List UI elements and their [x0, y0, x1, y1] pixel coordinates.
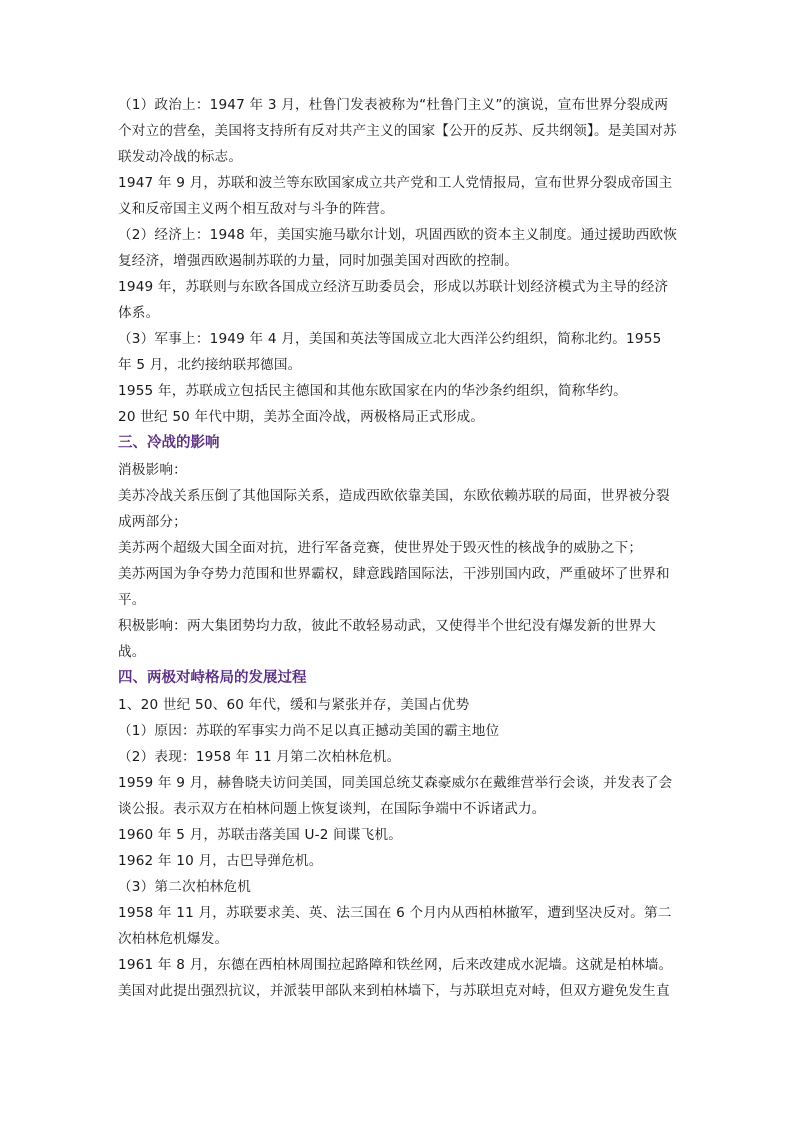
section-heading-impact: 三、冷战的影响: [118, 435, 220, 451]
paragraph-comecon: 1949 年，苏联则与东欧各国成立经济互助委员会，形成以苏联计划经济模式为主导的经济体系。: [118, 279, 669, 321]
paragraph-negative-3: 美苏两国为争夺势力范围和世界霸权，肆意践踏国际法，干涉别国内政，严重破坏了世界和平。: [118, 566, 670, 608]
paragraph-positive: 积极影响：两大集团势均力敌，彼此不敢轻易动武，又使得半个世纪没有爆发新的世界大战。: [118, 618, 656, 660]
paragraph-cominform: 1947 年 9 月，苏联和波兰等东欧国家成立共产党和工人党情报局，宣布世界分裂成帝国主义和反帝国主义两个相互敌对与斗争的阵营。: [118, 175, 673, 217]
document-body: [118, 92, 678, 1004]
paragraph-negative-2: 美苏两个超级大国全面对抗，进行军备竞赛，使世界处于毁灭性的核战争的威胁之下；: [118, 540, 643, 556]
paragraph-period-1: 1、20 世纪 50、60 年代，缓和与紧张并存，美国占优势: [118, 697, 470, 713]
paragraph-military: （3）军事上：1949 年 4 月，美国和英法等国成立北大西洋公约组织，简称北约。1955 年 5 月，北约接纳联邦德国。: [118, 331, 662, 373]
paragraph-negative-1: 美苏冷战关系压倒了其他国际关系，造成西欧依靠美国，东欧依赖苏联的局面，世界被分裂成两部分；: [118, 488, 670, 530]
paragraph-bipolar-formed: 20 世纪 50 年代中期，美苏全面冷战，两极格局正式形成。: [118, 409, 485, 425]
section-heading-development: 四、两极对峙格局的发展过程: [118, 670, 307, 686]
paragraph-negative-label: 消极影响：: [118, 462, 187, 478]
paragraph-1958: 1958 年 11 月，苏联要求美、英、法三国在 6 个月内从西柏林撤军，遭到坚决反对。第二次柏林危机爆发。: [118, 905, 672, 947]
paragraph-warsaw-pact: 1955 年，苏联成立包括民主德国和其他东欧国家在内的华沙条约组织，简称华约。: [118, 383, 627, 399]
paragraph-berlin-crisis-heading: （3）第二次柏林危机: [118, 879, 251, 895]
paragraph-1961: 1961 年 8 月，东德在西柏林周围拉起路障和铁丝网，后来改建成水泥墙。这就是柏林墙。美国对此提出强烈抗议，并派装甲部队来到柏林墙下，与苏联坦克对峙，但双方避免发生直: [118, 957, 673, 999]
paragraph-1960: 1960 年 5 月，苏联击落美国 U-2 间谍飞机。: [118, 827, 403, 843]
paragraph-economic: （2）经济上：1948 年，美国实施马歇尔计划，巩固西欧的资本主义制度。通过援助西欧恢复经济，增强西欧遏制苏联的力量，同时加强美国对西欧的控制。: [118, 227, 678, 269]
paragraph-1959: 1959 年 9 月，赫鲁晓夫访问美国，同美国总统艾森豪威尔在戴维营举行会谈，并发表了会谈公报。表示双方在柏林问题上恢复谈判，在国际争端中不诉诸武力。: [118, 775, 673, 817]
paragraph-1962: 1962 年 10 月，古巴导弹危机。: [118, 853, 323, 869]
paragraph-reason: （1）原因：苏联的军事实力尚不足以真正撼动美国的霸主地位: [118, 723, 500, 739]
paragraph-manifestation: （2）表现：1958 年 11 月第二次柏林危机。: [118, 749, 401, 765]
paragraph-political: （1）政治上：1947 年 3 月，杜鲁门发表被称为“杜鲁门主义”的演说，宣布世界分裂成两个对立的营垒，美国将支持所有反对共产主义的国家【公开的反苏、反共纲领】。是美国对苏联发动冷战的标志。: [118, 97, 677, 165]
